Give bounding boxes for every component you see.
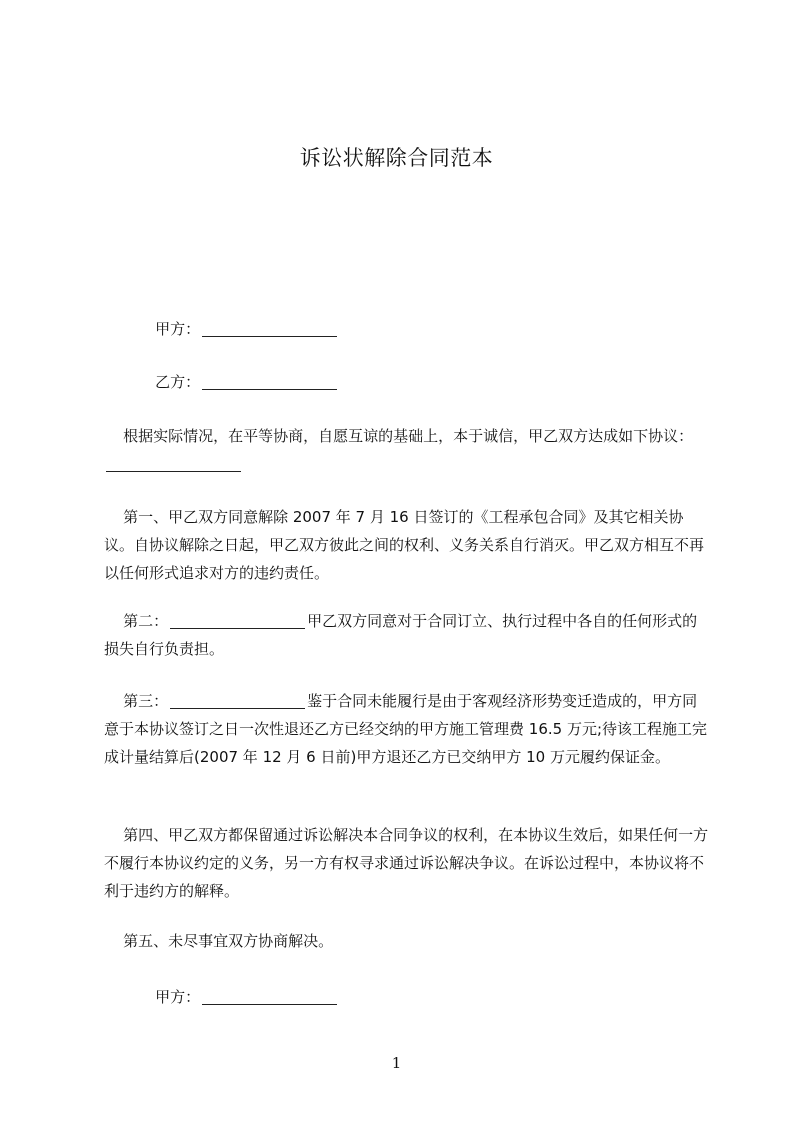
clause-2-text: 甲乙双方同意对于合同订立、执行过程中各自的任何形式的损失自行负责担。 xyxy=(104,612,698,658)
clause-2-prefix: 第二： xyxy=(123,612,169,630)
clause-4-text: 第四、甲乙双方都保留通过诉讼解决本合同争议的权利，在本协议生效后，如果任何一方不履行本协议约定的义务，另一方有权寻求通过诉讼解决争议。在诉讼过程中，本协议将不利于违约方的解释。 xyxy=(104,826,709,900)
signature-party-a-line xyxy=(136,955,742,1039)
party-a-blank[interactable] xyxy=(202,318,337,337)
signature-party-a-blank[interactable] xyxy=(202,986,337,1005)
clause-3-prefix: 第三： xyxy=(123,692,169,710)
clause-3-text: 鉴于合同未能履行是由于客观经济形势变迁造成的，甲方同意于本协议签订之日一次性退还乙方已经交纳的甲方施工管理费 16.5 万元;待该工程施工完成计量结算后(2007 年 12 月 6 日前)甲方退还乙方已交纳甲方 10 万元履约保证金。 xyxy=(104,692,707,766)
page-number: 1 xyxy=(391,1054,402,1072)
party-b-blank[interactable] xyxy=(202,371,337,390)
clause-2-blank[interactable] xyxy=(170,610,305,629)
clause-5-text: 第五、未尽事宜双方协商解决。 xyxy=(123,932,334,950)
signature-party-a-label: 甲方： xyxy=(155,988,201,1006)
intro-blank[interactable] xyxy=(106,453,241,472)
party-b-label: 乙方： xyxy=(155,373,201,391)
clause-3-blank[interactable] xyxy=(170,690,305,709)
clause-1-text: 第一、甲乙双方同意解除 2007 年 7 月 16 日签订的《工程承包合同》及其它相关协议。自协议解除之日起，甲乙双方彼此之间的权利、义务关系自行消灭。甲乙双方相互不再以任何形式追求对方的违约责任。 xyxy=(104,508,705,582)
clause-3 xyxy=(104,659,710,799)
intro-text: 根据实际情况，在平等协商，自愿互谅的基础上，本于诚信，甲乙双方达成如下协议： xyxy=(123,427,694,445)
party-a-label: 甲方： xyxy=(155,320,201,338)
page-title: 诉讼状解除合同范本 xyxy=(299,146,494,170)
